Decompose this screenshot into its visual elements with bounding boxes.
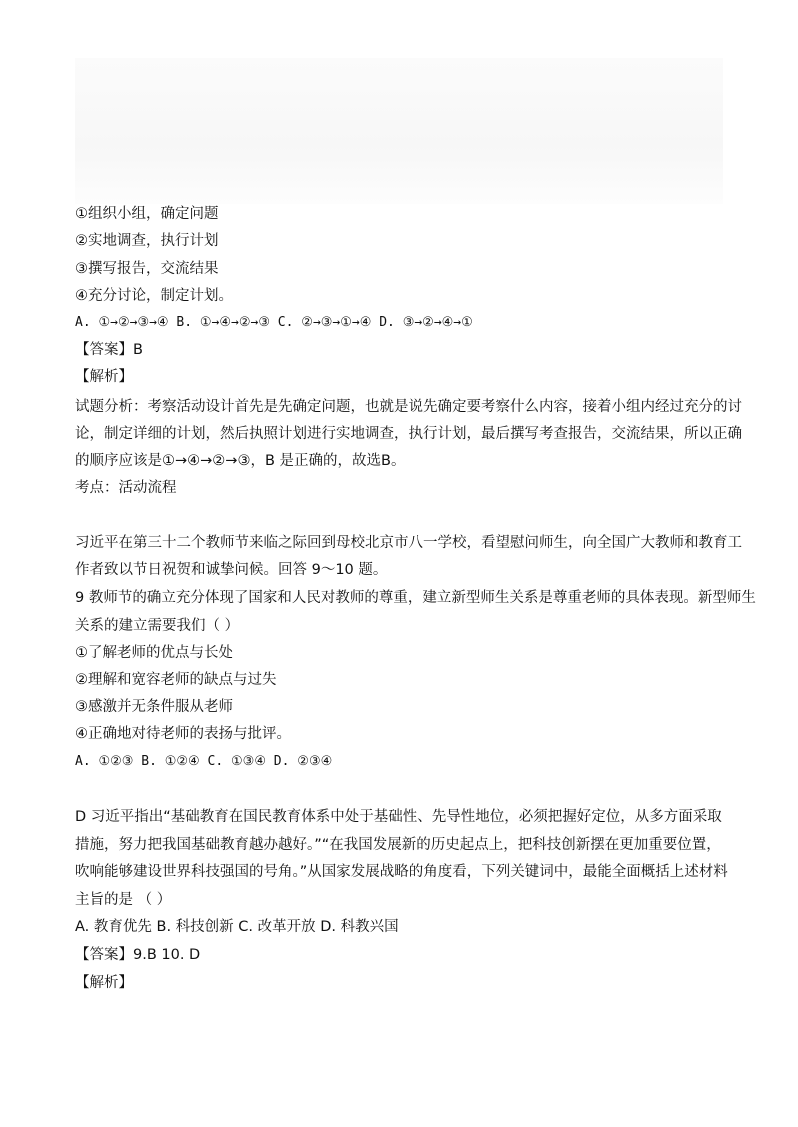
q9-option-1: ①了解老师的优点与长处 — [75, 645, 233, 661]
q8-kaodian: 考点：活动流程 — [75, 480, 177, 496]
q9-stem-line-1: 9 教师节的确立充分体现了国家和人民对教师的尊重，建立新型师生关系是尊重老师的具体表现。新型师生 — [75, 590, 756, 606]
q8-analysis-line-1: 试题分析：考察活动设计首先是先确定问题，也就是说先确定要考察什么内容，接着小组内经过充分的讨 — [75, 399, 742, 415]
q8-option-4: ④充分讨论，制定计划。 — [75, 288, 233, 304]
material-line-1: 习近平在第三十二个教师节来临之际回到母校北京市八一学校，看望慰问师生，向全国广大教师和教育工 — [75, 535, 742, 551]
q9-choices: A. ①②③ B. ①②④ C. ①③④ D. ②③④ — [75, 754, 333, 769]
q10-stem-line-4: 主旨的是 （ ） — [75, 892, 172, 908]
q8-analysis-line-3: 的顺序应该是①→④→②→③，B 是正确的，故选B。 — [75, 453, 406, 469]
final-analysis-label: 【解析】 — [75, 975, 133, 991]
q9-option-4: ④正确地对待老师的表扬与批评。 — [75, 726, 291, 742]
final-answer: 【答案】9.B 10. D — [75, 947, 201, 963]
q9-option-3: ③感激并无条件服从老师 — [75, 699, 233, 715]
q8-analysis-label: 【解析】 — [75, 369, 133, 385]
q9-option-2: ②理解和宽容老师的缺点与过失 — [75, 672, 277, 688]
material-line-2: 作者致以节日祝贺和诚挚问候。回答 9～10 题。 — [75, 562, 388, 578]
q10-choices: A. 教育优先 B. 科技创新 C. 改革开放 D. 科教兴国 — [75, 919, 399, 935]
q8-option-2: ②实地调查，执行计划 — [75, 233, 219, 249]
cropped-figure — [75, 58, 723, 204]
q8-analysis-line-2: 论，制定详细的计划，然后执照计划进行实地调查，执行计划，最后撰写考查报告，交流结果，所以正确 — [75, 426, 742, 442]
q10-stem-line-3: 吹响能够建设世界科技强国的号角。”从国家发展战略的角度看，下列关键词中，最能全面概括上述材料 — [75, 864, 728, 880]
q10-stem-line-1: D 习近平指出“基础教育在国民教育体系中处于基础性、先导性地位，必须把握好定位，从多方面采取 — [75, 809, 722, 825]
q8-choices: A. ①→②→③→④ B. ①→④→②→③ C. ②→③→①→④ D. ③→②→④→① — [75, 315, 473, 330]
q8-answer: 【答案】B — [75, 342, 143, 358]
q9-stem-line-2: 关系的建立需要我们（ ） — [75, 618, 240, 634]
q8-option-3: ③撰写报告，交流结果 — [75, 261, 219, 277]
q8-option-1: ①组织小组，确定问题 — [75, 206, 219, 222]
q10-stem-line-2: 措施，努力把我国基础教育越办越好。”“在我国发展新的历史起点上，把科技创新摆在更加重要位置， — [75, 837, 721, 853]
